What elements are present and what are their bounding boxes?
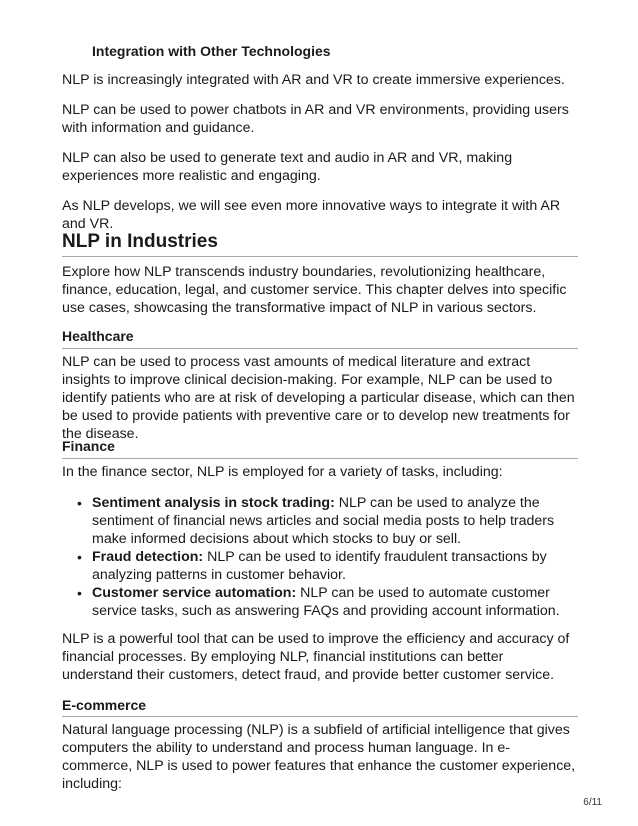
finance-intro: In the finance sector, NLP is employed for a variety of tasks, including:	[62, 464, 503, 480]
ecommerce-heading: E-commerce	[62, 697, 147, 713]
list-item-text: NLP can be used to analyze the sentiment of financial news articles and social media posts to help traders make informed decisions about which stocks to buy or sell.	[92, 495, 555, 547]
list-item-text: NLP can be used to identify fraudulent transactions by analyzing patterns in customer behavior.	[92, 549, 547, 583]
finance-list	[62, 494, 578, 620]
list-item	[62, 494, 578, 548]
list-item-text: NLP can be used to automate customer service tasks, such as answering FAQs and providing account information.	[92, 585, 560, 619]
finance-heading: Finance	[62, 438, 115, 454]
healthcare-heading: Healthcare	[62, 328, 134, 344]
industries-heading: NLP in Industries	[62, 231, 218, 252]
page-number: 6/11	[583, 797, 602, 808]
bullet-icon: •	[77, 585, 82, 601]
finance-closing: NLP is a powerful tool that can be used to improve the efficiency and accuracy of financial processes. By employing NLP, financial institutions can better understand their customers, detect fraud, and provide better customer service.	[62, 631, 570, 683]
list-item	[62, 584, 578, 620]
list-item-term: Customer service automation:	[92, 585, 297, 601]
list-item	[62, 548, 578, 584]
industries-intro: Explore how NLP transcends industry boundaries, revolutionizing healthcare, finance, education, legal, and customer service. This chapter delves into specific use cases, showcasing the transformative impact of NLP in various sectors.	[62, 264, 567, 316]
industries-divider	[62, 256, 578, 257]
integration-paragraph-3: NLP can also be used to generate text and audio in AR and VR, making experiences more realistic and engaging.	[62, 150, 513, 184]
healthcare-body: NLP can be used to process vast amounts of medical literature and extract insights to improve clinical decision-making. For example, NLP can be used to identify patients who are at risk of developing a particular disease, which can then be used to provide patients with preventive care or to develop new treatments for the disease.	[62, 354, 575, 442]
bullet-icon: •	[77, 549, 82, 565]
integration-paragraph-4: As NLP develops, we will see even more innovative ways to integrate it with AR and VR.	[62, 198, 561, 232]
ecommerce-body: Natural language processing (NLP) is a subfield of artificial intelligence that gives computers the ability to understand and process human language. In e-commerce, NLP is used to power features that enhance the customer experience, including:	[62, 722, 576, 792]
bullet-icon: •	[77, 495, 82, 511]
integration-paragraph-2: NLP can be used to power chatbots in AR and VR environments, providing users with information and guidance.	[62, 102, 569, 136]
finance-divider	[62, 458, 578, 459]
healthcare-divider	[62, 348, 578, 349]
list-item-term: Fraud detection:	[92, 549, 204, 565]
integration-paragraph-1: NLP is increasingly integrated with AR and VR to create immersive experiences.	[62, 72, 565, 88]
ecommerce-divider	[62, 716, 578, 717]
integration-heading: Integration with Other Technologies	[92, 43, 331, 59]
list-item-term: Sentiment analysis in stock trading:	[92, 495, 335, 511]
